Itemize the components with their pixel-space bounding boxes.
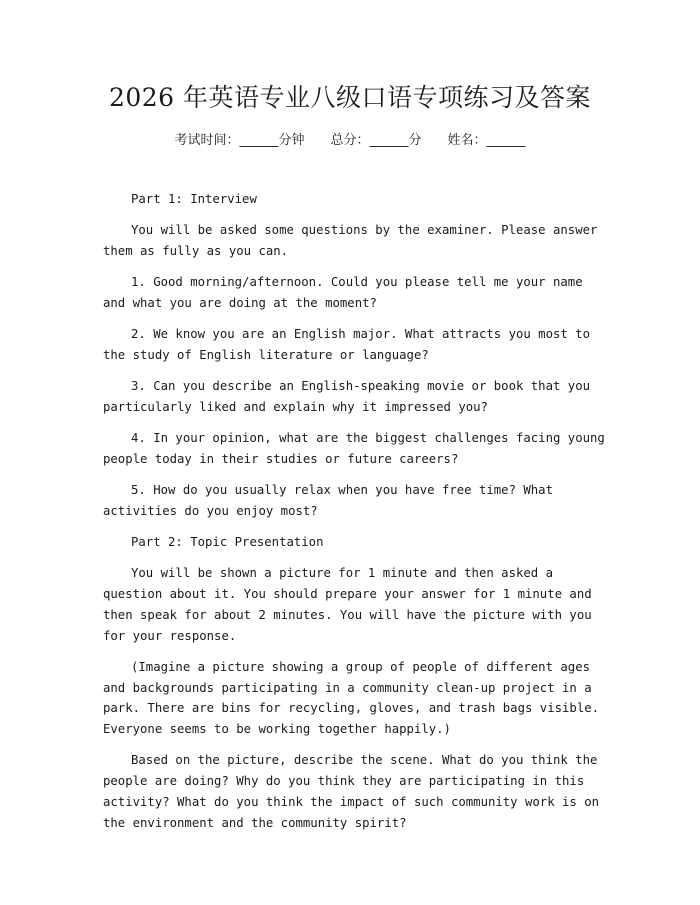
- name-field: 姓名：______: [447, 133, 526, 148]
- exam-time-field: 考试时间：______分钟: [174, 133, 305, 148]
- part2-task: Based on the picture, describe the scene. What do you think the people are doing? Why do you think they are participating in this activity? What do you think the impact of such community work is on the environment and the community spirit?: [103, 753, 600, 830]
- question-item: 2. We know you are an English major. What attracts you most to the study of English literature or language?: [103, 327, 591, 362]
- question-item: 5. How do you usually relax when you have free time? What activities do you enjoy most?: [103, 483, 553, 518]
- total-score-field: 总分：______分: [330, 133, 422, 148]
- document-title: 2026 年英语专业八级口语专项练习及答案: [108, 83, 592, 112]
- part1-instructions: You will be asked some questions by the examiner. Please answer them as fully as you can.: [103, 223, 598, 258]
- question-item: 1. Good morning/afternoon. Could you please tell me your name and what you are doing at the moment?: [103, 275, 583, 310]
- question-item: 4. In your opinion, what are the biggest challenges facing young people today in their studies or future careers?: [103, 431, 605, 466]
- picture-description: (Imagine a picture showing a group of people of different ages and backgrounds participating in a community clean-up project in a park. There are bins for recycling, gloves, and trash bags visible. Everyone seems to be working together happily.): [103, 659, 600, 737]
- section-heading-part2: Part 2: Topic Presentation: [131, 535, 324, 550]
- section-heading-part1: Part 1: Interview: [131, 192, 257, 206]
- part2-instructions: You will be shown a picture for 1 minute and then asked a question about it. You should prepare your answer for 1 minute and then speak for about 2 minutes. You will have the picture with you for your response.: [103, 566, 592, 643]
- exam-info-line: [0, 131, 700, 151]
- question-item: 3. Can you describe an English-speaking movie or book that you particularly liked and explain why it impressed you?: [103, 379, 591, 414]
- document-body: [103, 189, 605, 844]
